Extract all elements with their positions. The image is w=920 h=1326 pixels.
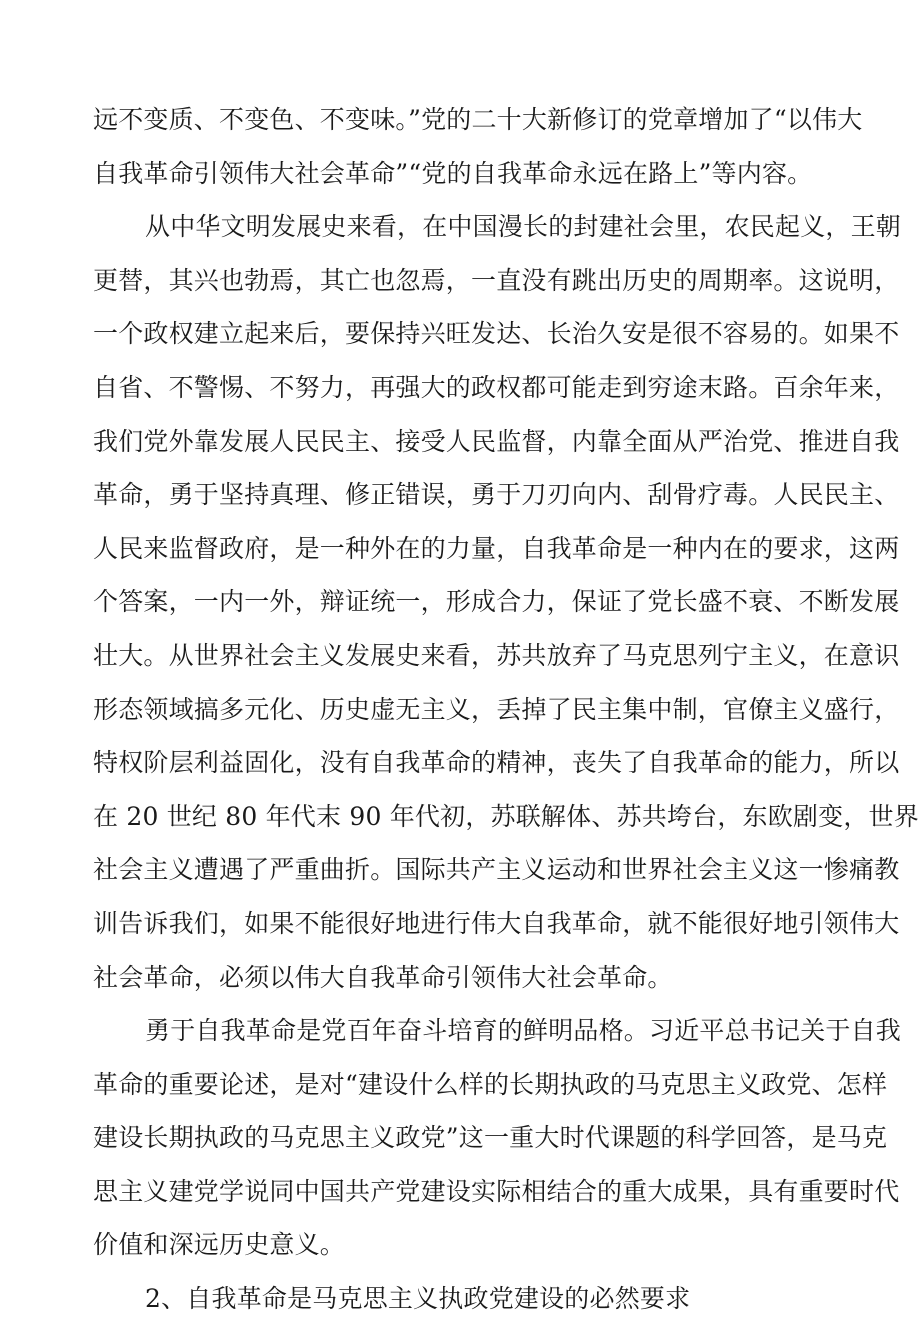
text-line: 自我革命引领伟大社会革命”“党的自我革命永远在路上”等内容。 xyxy=(93,158,813,188)
text-line: 建设长期执政的马克思主义政党”这一重大时代课题的科学回答，是马克 xyxy=(93,1123,888,1153)
text-line: 社会革命，必须以伟大自我革命引领伟大社会革命。 xyxy=(93,962,673,992)
text-line: 特权阶层利益固化，没有自我革命的精神，丧失了自我革命的能力，所以 xyxy=(93,748,900,778)
text-line: 社会主义遭遇了严重曲折。国际共产主义运动和世界社会主义这一惨痛教 xyxy=(93,855,900,885)
text-line: 训告诉我们，如果不能很好地进行伟大自我革命，就不能很好地引领伟大 xyxy=(93,908,900,938)
text-line: 自省、不警惕、不努力，再强大的政权都可能走到穷途末路。百余年来， xyxy=(93,372,900,402)
text-line: 壮大。从世界社会主义发展史来看，苏共放弃了马克思列宁主义，在意识 xyxy=(93,640,900,670)
text-line: 个答案，一内一外，辩证统一，形成合力，保证了党长盛不衰、不断发展 xyxy=(93,587,900,617)
text-line: 更替，其兴也勃焉，其亡也忽焉，一直没有跳出历史的周期率。这说明， xyxy=(93,265,900,295)
text-line: 形态领域搞多元化、历史虚无主义，丢掉了民主集中制，官僚主义盛行， xyxy=(93,694,900,724)
text-line: 思主义建党学说同中国共产党建设实际相结合的重大成果，具有重要时代 xyxy=(93,1176,900,1206)
paragraph-first-line: 从中华文明发展史来看，在中国漫长的封建社会里，农民起义，王朝 xyxy=(145,212,902,242)
text-line: 人民来监督政府，是一种外在的力量，自我革命是一种内在的要求，这两 xyxy=(93,533,900,563)
section-heading: 2、自我革命是马克思主义执政党建设的必然要求 xyxy=(145,1284,691,1314)
text-line: 革命，勇于坚持真理、修正错误，勇于刀刃向内、刮骨疗毒。人民民主、 xyxy=(93,480,900,510)
paragraph-first-line: 勇于自我革命是党百年奋斗培育的鲜明品格。习近平总书记关于自我 xyxy=(145,1016,902,1046)
text-line: 我们党外靠发展人民民主、接受人民监督，内靠全面从严治党、推进自我 xyxy=(93,426,900,456)
text-line: 革命的重要论述，是对“建设什么样的长期执政的马克思主义政党、怎样 xyxy=(93,1069,888,1099)
document-body xyxy=(93,93,919,1326)
text-line: 在 20 世纪 80 年代末 90 年代初，苏联解体、苏共垮台，东欧剧变，世界 xyxy=(93,801,919,831)
text-line: 一个政权建立起来后，要保持兴旺发达、长治久安是很不容易的。如果不 xyxy=(93,319,900,349)
text-line: 价值和深远历史意义。 xyxy=(93,1230,346,1260)
text-line: 远不变质、不变色、不变味。”党的二十大新修订的党章增加了“以伟大 xyxy=(93,105,863,134)
